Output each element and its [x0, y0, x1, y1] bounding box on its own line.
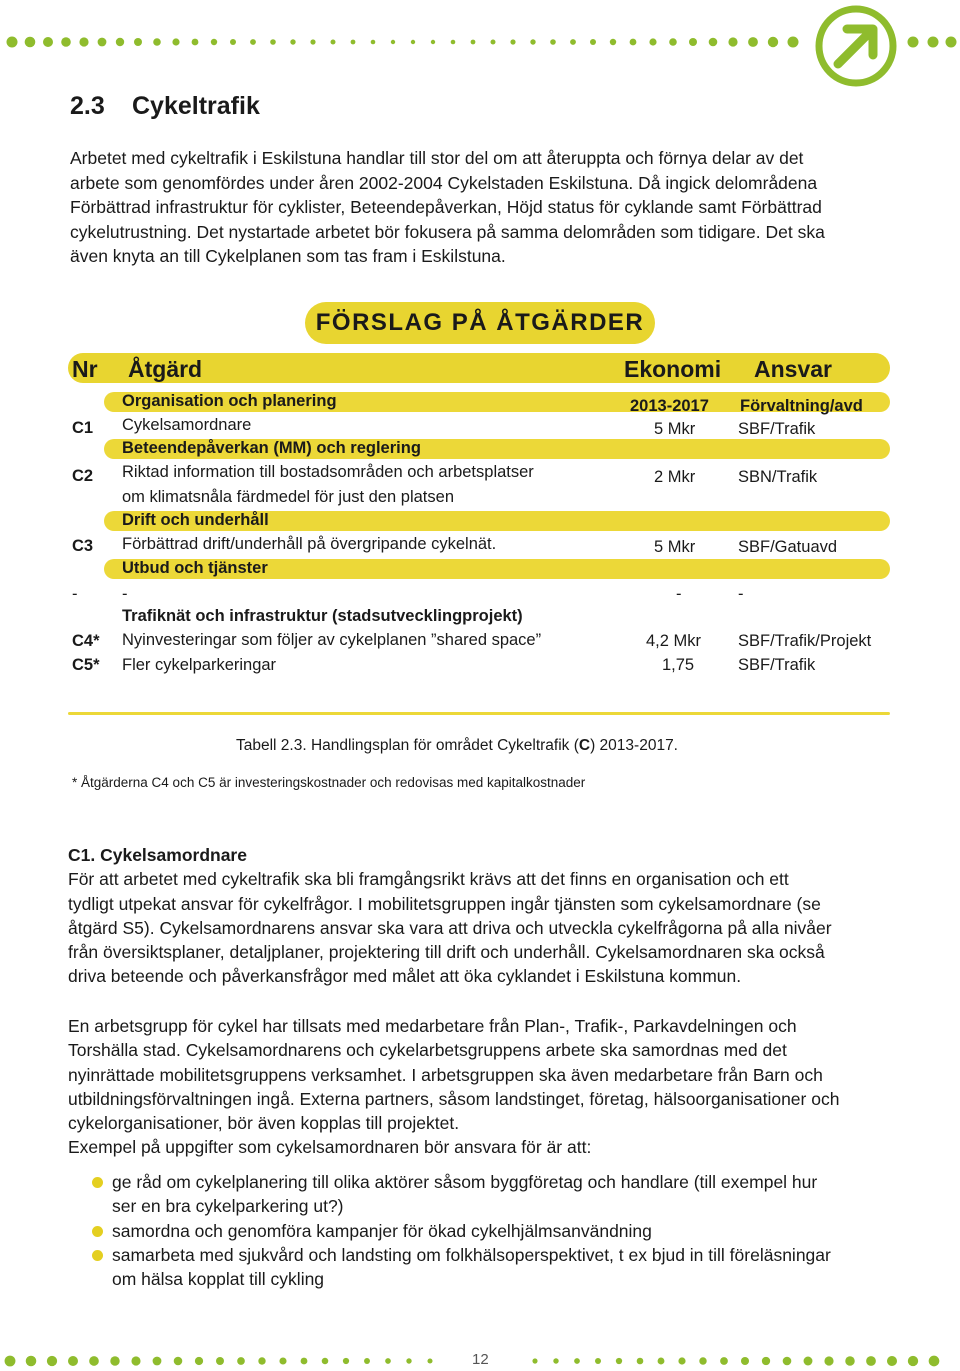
dot-decoration	[174, 1357, 183, 1366]
dot-decoration	[887, 1356, 897, 1366]
list-item	[68, 1219, 908, 1243]
row-atgard: Fler cykelparkeringar	[122, 656, 277, 674]
dot-decoration	[689, 38, 697, 46]
dot-decoration	[630, 39, 637, 46]
header-atgard: Åtgärd	[128, 356, 203, 382]
intro-paragraph	[70, 146, 900, 269]
row-atgard: Nyinvesteringar som följer av cykelplanen ”shared space”	[122, 631, 542, 649]
dot-decoration	[279, 1357, 286, 1364]
dot-decoration	[709, 38, 718, 47]
dot-decoration	[411, 40, 415, 44]
category-ekonomi: 2013-2017	[630, 397, 709, 415]
row-nr: C2	[72, 467, 94, 485]
body-line: tydligt utpekat ansvar för cykelfrågor. I mobilitetsgruppen ingår tjänsten som cykelsamordnare (se	[68, 893, 821, 914]
dot-decoration	[43, 37, 53, 47]
dot-decoration	[550, 39, 556, 45]
dot-decoration	[385, 1358, 391, 1364]
dot-decoration	[788, 37, 799, 48]
row-ansvar: SBF/Trafik	[738, 420, 816, 438]
dot-decoration	[134, 38, 142, 46]
dot-decoration	[5, 1356, 16, 1367]
page-number: 12	[472, 1351, 489, 1368]
bullet-line: samordna och genomföra kampanjer för ökad cykelhjälmsanvändning	[112, 1220, 652, 1241]
arrow-up-right-circle-icon	[814, 4, 898, 88]
row-atgard: Förbättrad drift/underhåll på övergripande cykelnät.	[122, 535, 497, 553]
row-atgard: -	[122, 585, 128, 603]
dot-decoration	[310, 39, 315, 44]
dot-decoration	[195, 1357, 203, 1365]
caption-text-end: ) 2013-2017.	[590, 737, 678, 754]
dot-decoration	[250, 39, 256, 45]
body-line: åtgärd S5). Cykelsamordnarens ansvar ska vara att driva och utveckla cykelfrågorna på alla nivåer	[68, 917, 832, 938]
category-label: Organisation och planering	[122, 392, 337, 410]
body-line: cykelorganisationer, bör även kopplas till projektet.	[68, 1113, 460, 1134]
dot-decoration	[406, 1358, 411, 1363]
intro-line: cykelutrustning. Det nystartade arbetet bör fokusera på samma delområden som tidigare. Det ska	[70, 221, 825, 242]
dot-decoration	[351, 40, 356, 45]
dot-decoration	[574, 1358, 580, 1364]
row-ansvar: SBF/Gatuavd	[738, 538, 838, 556]
dot-decoration	[153, 38, 161, 46]
dot-decoration	[530, 39, 535, 44]
dot-decoration	[658, 1358, 665, 1365]
dot-decoration	[783, 1357, 792, 1366]
table-footnote: * Åtgärderna C4 och C5 är investeringskostnader och redovisas med kapitalkostnader	[72, 775, 586, 790]
caption-bold: C	[578, 737, 591, 754]
dot-decoration	[230, 39, 236, 45]
row-ansvar: -	[738, 585, 744, 603]
dot-decoration	[331, 40, 336, 45]
dot-decoration	[678, 1357, 685, 1364]
table-header	[68, 353, 890, 383]
section-heading	[70, 92, 260, 121]
dot-decoration	[929, 1356, 940, 1367]
intro-line: arbete som genomfördes under åren 2002-2004 Cykelstaden Eskilstuna. Då ingick delområdena	[70, 172, 818, 193]
dot-decoration	[61, 37, 71, 47]
forslag-banner: FÖRSLAG PÅ ÅTGÄRDER	[305, 302, 655, 344]
list-item	[68, 1170, 908, 1219]
row-ekonomi: -	[676, 585, 682, 603]
intro-line: även knyta an till Cykelplanen som tas fram i Eskilstuna.	[70, 246, 506, 266]
bullet-line: ser en bra cykelparkering ut?)	[112, 1196, 344, 1217]
row-ekonomi: 5 Mkr	[654, 420, 696, 438]
dot-decoration	[610, 39, 616, 45]
dot-decoration	[570, 39, 576, 45]
bullet-dot-icon	[92, 1250, 103, 1261]
c1-paragraph-2	[68, 1014, 908, 1160]
dot-decoration	[510, 39, 515, 44]
row-ekonomi: 1,75	[662, 656, 695, 674]
dot-decoration	[110, 1356, 119, 1365]
dot-decoration	[741, 1357, 749, 1365]
row-nr: C3	[72, 537, 94, 555]
bullet-dot-icon	[92, 1177, 103, 1188]
bullet-line: samarbeta med sjukvård och landsting om folkhälsoperspektivet, t ex bjud in till föreläsningar	[112, 1244, 831, 1265]
dot-decoration	[172, 38, 179, 45]
row-ekonomi: 5 Mkr	[654, 538, 696, 556]
body-line: nyinrättade mobilitetsgruppens verksamhet. I arbetsgruppen ska även medarbetare från Barn och	[68, 1064, 823, 1085]
row-nr: C4*	[72, 632, 100, 650]
dot-decoration	[427, 1358, 432, 1363]
dot-decoration	[471, 40, 476, 45]
dot-decoration	[928, 37, 939, 48]
row-ekonomi: 2 Mkr	[654, 468, 696, 486]
body-line: Exempel på uppgifter som cykelsamordnaren bör ansvara för är att:	[68, 1137, 592, 1158]
header-nr: Nr	[72, 356, 98, 382]
category-label: Beteendepåverkan (MM) och reglering	[122, 439, 421, 457]
caption-text: Tabell 2.3. Handlingsplan för området Cykeltrafik (	[236, 737, 579, 754]
dot-decoration	[322, 1358, 329, 1365]
table-caption	[236, 737, 678, 755]
dot-decoration	[553, 1358, 558, 1363]
dot-decoration	[616, 1358, 622, 1364]
bullet-line: ge råd om cykelplanering till olika aktörer såsom byggföretag och handlare (till exempel hur	[112, 1172, 818, 1192]
category-label: Utbud och tjänster	[122, 559, 268, 577]
row-atgard-line2: om klimatsnåla färdmedel för just den platsen	[122, 488, 454, 506]
row-ekonomi: 4,2 Mkr	[646, 632, 702, 650]
row-nr: -	[72, 585, 78, 603]
dot-decoration	[804, 1357, 813, 1366]
dot-decoration	[451, 40, 456, 45]
dot-decoration	[946, 37, 957, 48]
intro-line: Arbetet med cykeltrafik i Eskilstuna handlar till stor del om att återuppta och förnya delar av det	[70, 148, 804, 168]
row-ansvar: SBF/Trafik	[738, 656, 816, 674]
dot-decoration	[7, 37, 18, 48]
dot-decoration	[25, 37, 36, 48]
category-label: Drift och underhåll	[122, 511, 269, 529]
dot-decoration	[824, 1356, 833, 1365]
row-atgard-line1: Riktad information till bostadsområden och arbetsplatser	[122, 463, 534, 481]
dot-decoration	[211, 39, 217, 45]
row-nr: C5*	[72, 656, 100, 674]
dot-decoration	[216, 1357, 224, 1365]
dot-decoration	[258, 1357, 265, 1364]
category-ansvar: Förvaltning/avd	[740, 397, 863, 415]
header-ansvar: Ansvar	[754, 356, 832, 382]
dot-decoration	[748, 37, 758, 47]
dot-decoration	[649, 38, 656, 45]
list-item	[68, 1243, 908, 1292]
body-line: En arbetsgrupp för cykel har tillsats med medarbetare från Plan-, Trafik-, Parkavdelningen och	[68, 1016, 797, 1036]
section-title: Cykeltrafik	[132, 92, 260, 120]
dot-decoration	[908, 1356, 918, 1366]
row-ansvar: SBN/Trafik	[738, 468, 818, 486]
dot-decoration	[131, 1356, 140, 1365]
dot-decoration	[762, 1357, 770, 1365]
body-line: För att arbetet med cykeltrafik ska bli framgångsrikt krävs att det finns en organisation och ett	[68, 869, 789, 890]
bullet-line: om hälsa kopplat till cykling	[112, 1269, 325, 1290]
row-nr: C1	[72, 419, 94, 437]
dot-decoration	[637, 1358, 644, 1365]
category-label: Trafiknät och infrastruktur (stadsutvecklingprojekt)	[122, 607, 523, 625]
dot-decoration	[290, 39, 295, 44]
dot-decoration	[595, 1358, 601, 1364]
body-line: utbildningsförvaltningen ingå. Externa partners, såsom landstinget, företag, hälsoorganisationer och	[68, 1088, 840, 1109]
dot-decoration	[153, 1357, 162, 1366]
dot-decoration	[431, 40, 435, 44]
dot-decoration	[908, 37, 919, 48]
dot-decoration	[89, 1356, 99, 1366]
c1-section	[68, 843, 908, 989]
dot-decoration	[26, 1356, 37, 1367]
dot-decoration	[491, 40, 496, 45]
dot-decoration	[270, 39, 276, 45]
dot-decoration	[669, 38, 677, 46]
dot-decoration	[192, 39, 199, 46]
dot-decoration	[768, 37, 778, 47]
dot-decoration	[590, 39, 596, 45]
bullet-dot-icon	[92, 1226, 103, 1237]
dot-decoration	[68, 1356, 78, 1366]
dot-decoration	[699, 1357, 706, 1364]
dot-decoration	[866, 1356, 876, 1366]
header-ekonomi: Ekonomi	[624, 356, 722, 382]
row-atgard: Cykelsamordnare	[122, 416, 252, 434]
dot-decoration	[728, 37, 737, 46]
section-number: 2.3	[70, 92, 105, 120]
dot-decoration	[343, 1358, 349, 1364]
dot-decoration	[532, 1358, 537, 1363]
dot-decoration	[301, 1358, 308, 1365]
dot-decoration	[391, 40, 395, 44]
dot-decoration	[364, 1358, 370, 1364]
table-bottom-rule	[68, 712, 890, 715]
dot-decoration	[237, 1357, 245, 1365]
body-line: från översiktsplaner, detaljplaner, projektering till drift och underhåll. Cykelsamordnaren ska också	[68, 942, 825, 963]
dot-decoration	[79, 37, 88, 46]
body-line: driva beteende och påverkansfrågor med målet att öka cyklandet i Eskilstuna kommun.	[68, 966, 742, 987]
dot-decoration	[720, 1357, 728, 1365]
task-bullet-list	[68, 1170, 908, 1291]
row-ansvar: SBF/Trafik/Projekt	[738, 632, 872, 650]
dot-decoration	[116, 38, 124, 46]
dot-decoration	[47, 1356, 57, 1366]
c1-heading: C1. Cykelsamordnare	[68, 845, 247, 865]
dot-decoration	[98, 38, 107, 47]
dot-decoration	[845, 1356, 854, 1365]
dot-decoration	[371, 40, 376, 45]
intro-line: Förbättrad infrastruktur för cyklister, Beteendepåverkan, Höjd status för cyklande samt Förbättrad	[70, 197, 822, 217]
body-line: Torshälla stad. Cykelsamordnarens och cykelarbetsgruppens arbete ska samordnas med det	[68, 1040, 787, 1061]
